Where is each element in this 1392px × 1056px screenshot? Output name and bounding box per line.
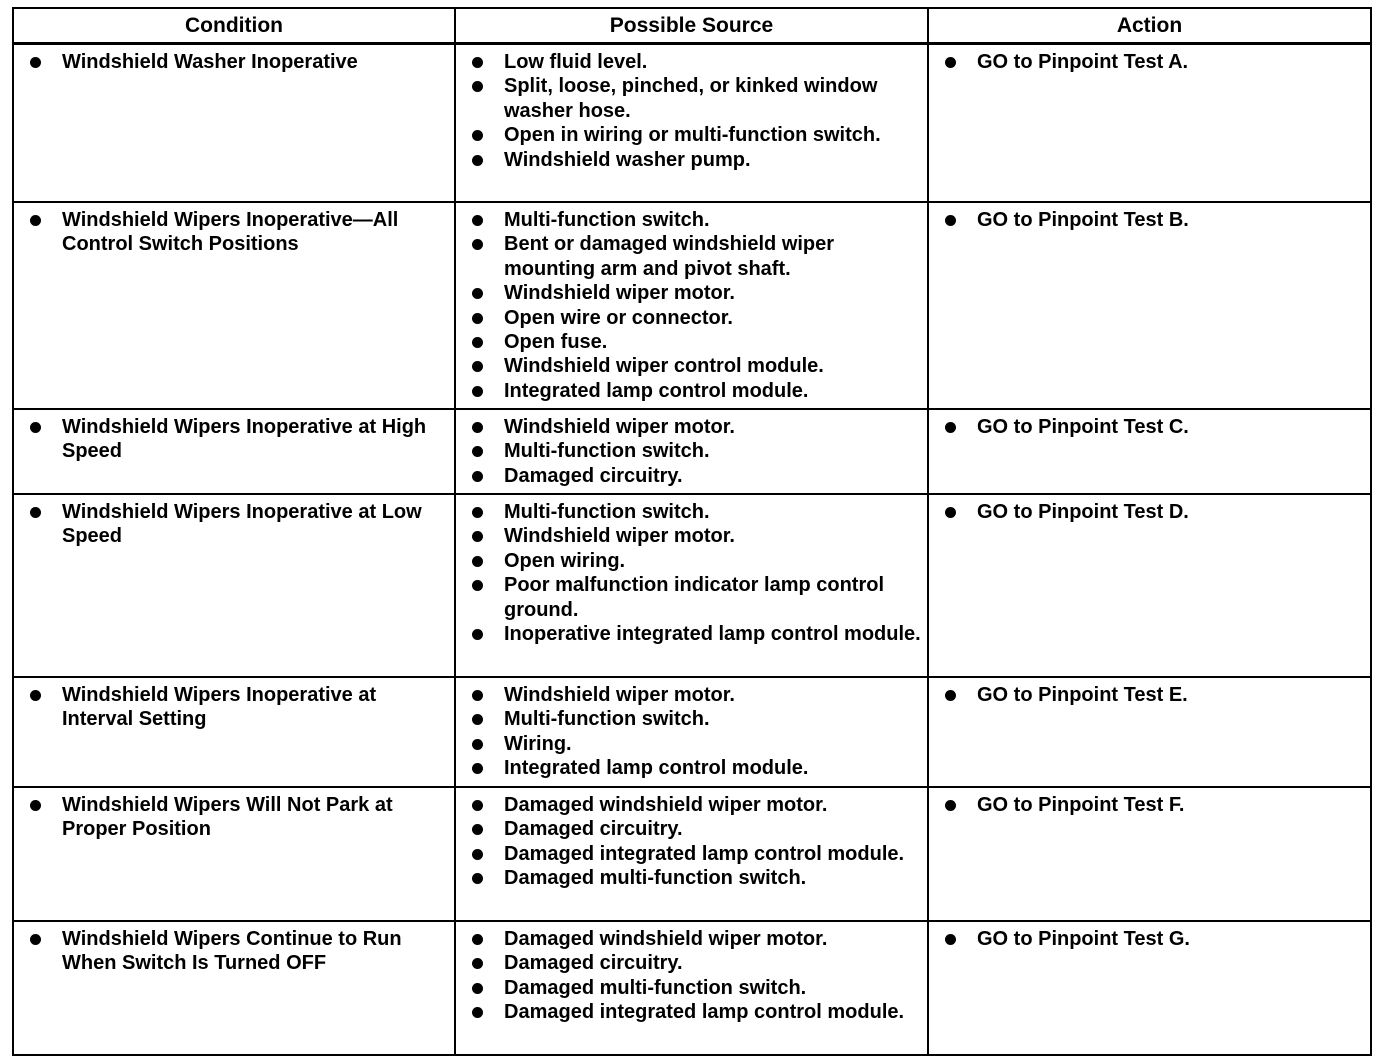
source-cell	[455, 44, 928, 203]
action-cell	[928, 409, 1371, 494]
condition-text: Windshield Wipers Will Not Park at Proper Position	[22, 793, 448, 842]
source-cell	[455, 409, 928, 494]
condition-text: Windshield Wipers Continue to Run When Switch Is Turned OFF	[22, 927, 448, 976]
source-item: Windshield washer pump.	[464, 148, 921, 172]
source-cell	[455, 494, 928, 677]
action-text: GO to Pinpoint Test G.	[937, 927, 1364, 951]
source-item: Wiring.	[464, 732, 921, 756]
action-cell	[928, 787, 1371, 921]
source-item: Windshield wiper motor.	[464, 683, 921, 707]
source-item: Poor malfunction indicator lamp control ground.	[464, 573, 921, 622]
symptom-chart-table	[12, 7, 1372, 1056]
source-item: Open in wiring or multi-function switch.	[464, 123, 921, 147]
table-row	[13, 409, 1371, 494]
table-row	[13, 677, 1371, 787]
condition-cell	[13, 921, 455, 1055]
action-cell	[928, 494, 1371, 677]
source-item: Windshield wiper motor.	[464, 281, 921, 305]
source-item: Damaged circuitry.	[464, 464, 921, 488]
condition-cell	[13, 409, 455, 494]
source-item: Integrated lamp control module.	[464, 756, 921, 780]
source-item: Integrated lamp control module.	[464, 379, 921, 403]
source-cell	[455, 787, 928, 921]
source-item: Windshield wiper control module.	[464, 354, 921, 378]
table-row	[13, 921, 1371, 1055]
condition-text: Windshield Wipers Inoperative at Interval Setting	[22, 683, 448, 732]
condition-header: Condition	[13, 8, 455, 44]
source-item: Open fuse.	[464, 330, 921, 354]
source-item: Windshield wiper motor.	[464, 415, 921, 439]
action-cell	[928, 202, 1371, 409]
source-item: Damaged multi-function switch.	[464, 976, 921, 1000]
action-text: GO to Pinpoint Test B.	[937, 208, 1364, 232]
source-item: Damaged circuitry.	[464, 951, 921, 975]
source-item: Multi-function switch.	[464, 439, 921, 463]
condition-cell	[13, 494, 455, 677]
source-cell	[455, 921, 928, 1055]
condition-text: Windshield Wipers Inoperative at High Speed	[22, 415, 448, 464]
source-item: Damaged windshield wiper motor.	[464, 927, 921, 951]
source-item: Damaged integrated lamp control module.	[464, 1000, 921, 1024]
source-item: Open wire or connector.	[464, 306, 921, 330]
condition-text: Windshield Wipers Inoperative—All Control Switch Positions	[22, 208, 448, 257]
action-text: GO to Pinpoint Test E.	[937, 683, 1364, 707]
source-item: Multi-function switch.	[464, 707, 921, 731]
action-text: GO to Pinpoint Test D.	[937, 500, 1364, 524]
source-item: Damaged multi-function switch.	[464, 866, 921, 890]
action-cell	[928, 677, 1371, 787]
source-item: Damaged windshield wiper motor.	[464, 793, 921, 817]
source-item: Multi-function switch.	[464, 208, 921, 232]
source-item: Multi-function switch.	[464, 500, 921, 524]
action-text: GO to Pinpoint Test C.	[937, 415, 1364, 439]
source-item: Damaged integrated lamp control module.	[464, 842, 921, 866]
source-item: Open wiring.	[464, 549, 921, 573]
table-row	[13, 202, 1371, 409]
table-row	[13, 494, 1371, 677]
source-item: Windshield wiper motor.	[464, 524, 921, 548]
condition-cell	[13, 677, 455, 787]
source-item: Damaged circuitry.	[464, 817, 921, 841]
source-cell	[455, 202, 928, 409]
header-row	[13, 8, 1371, 44]
action-cell	[928, 921, 1371, 1055]
condition-text: Windshield Wipers Inoperative at Low Speed	[22, 500, 448, 549]
source-item: Inoperative integrated lamp control module.	[464, 622, 921, 646]
action-text: GO to Pinpoint Test A.	[937, 50, 1364, 74]
diagnosis-table-page	[12, 7, 1370, 1056]
source-item: Bent or damaged windshield wiper mounting arm and pivot shaft.	[464, 232, 921, 281]
action-text: GO to Pinpoint Test F.	[937, 793, 1364, 817]
table-row	[13, 787, 1371, 921]
action-header: Action	[928, 8, 1371, 44]
source-cell	[455, 677, 928, 787]
condition-cell	[13, 202, 455, 409]
condition-cell	[13, 44, 455, 203]
table-row	[13, 44, 1371, 203]
action-cell	[928, 44, 1371, 203]
possible-source-header: Possible Source	[455, 8, 928, 44]
source-item: Split, loose, pinched, or kinked window washer hose.	[464, 74, 921, 123]
condition-cell	[13, 787, 455, 921]
source-item: Low fluid level.	[464, 50, 921, 74]
condition-text: Windshield Washer Inoperative	[22, 50, 448, 74]
